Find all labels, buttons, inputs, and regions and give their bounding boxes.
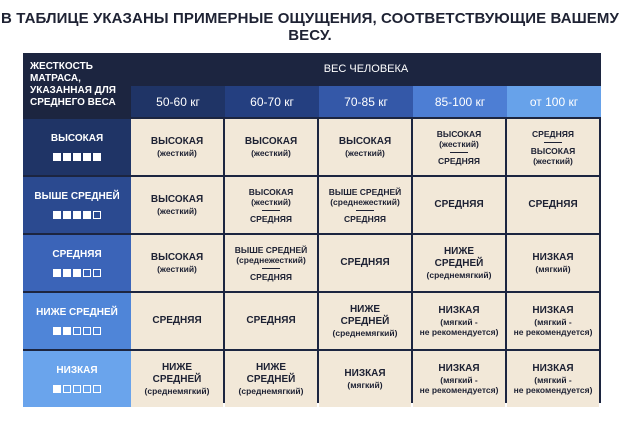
feel-cell xyxy=(131,351,223,407)
firmness-row-label: ВЫШЕ СРЕДНЕЙ xyxy=(34,191,120,202)
weight-column-header: 70-85 кг xyxy=(319,86,413,117)
divider-line xyxy=(356,210,374,211)
feel-cell xyxy=(131,177,223,233)
feel-cell xyxy=(507,235,599,291)
feel-level-text: СРЕДНЯЯ xyxy=(340,257,390,268)
feel-cell xyxy=(225,177,317,233)
feel-descriptor-text: (жесткий) xyxy=(157,264,197,274)
divider-line xyxy=(262,268,280,269)
feel-level-text: СРЕДНЕЙ xyxy=(434,258,484,269)
feel-level-text: НИЗКАЯ xyxy=(438,363,480,374)
feel-text-top: СРЕДНЯЯ xyxy=(532,128,574,139)
feel-descriptor-text: не рекомендуется) xyxy=(419,327,499,337)
feel-descriptor-text: (среднемягкий) xyxy=(426,270,492,280)
firmness-level-indicator xyxy=(53,269,101,277)
empty-square-icon xyxy=(93,327,101,335)
firmness-table xyxy=(23,53,601,403)
firmness-level-indicator xyxy=(53,211,101,219)
feel-level-text: СРЕДНЕЙ xyxy=(152,374,202,385)
feel-level-text: НИЗКАЯ xyxy=(532,252,574,263)
feel-level-text: ВЫСОКАЯ xyxy=(338,136,392,147)
filled-square-icon xyxy=(93,153,101,161)
feel-text-top: (жесткий) xyxy=(251,196,291,207)
feel-level-text: СРЕДНЯЯ xyxy=(528,199,578,210)
firmness-row-label: ВЫСОКАЯ xyxy=(50,133,104,144)
feel-level-text: ВЫСОКАЯ xyxy=(150,136,204,147)
feel-level-text: СРЕДНЯЯ xyxy=(434,199,484,210)
feel-cell xyxy=(131,119,223,175)
feel-descriptor-text: (мягкий - xyxy=(534,317,572,327)
divider-line xyxy=(262,210,280,211)
feel-cell xyxy=(413,177,505,233)
feel-cell xyxy=(507,177,599,233)
weight-column-header: 60-70 кг xyxy=(225,86,319,117)
feel-level-text: ВЫСОКАЯ xyxy=(244,136,298,147)
firmness-row-label: НИЗКАЯ xyxy=(56,365,98,376)
feel-cell xyxy=(413,119,505,175)
feel-cell xyxy=(507,351,599,407)
feel-cell xyxy=(131,235,223,291)
feel-cell xyxy=(225,293,317,349)
feel-level-text: НИЗКАЯ xyxy=(344,368,386,379)
filled-square-icon xyxy=(83,211,91,219)
firmness-row-header xyxy=(23,351,131,407)
firmness-level-indicator xyxy=(53,153,101,161)
divider-line xyxy=(450,152,468,153)
corner-label-line: ЖЕСТКОСТЬ xyxy=(30,61,93,72)
feel-text-top: (среднежесткий) xyxy=(330,196,400,207)
feel-text-top: (среднежесткий) xyxy=(236,254,306,265)
feel-descriptor-text: (жесткий) xyxy=(345,148,385,158)
weight-column-header: 50-60 кг xyxy=(131,86,225,117)
feel-level-text: НИЖЕ xyxy=(443,246,475,257)
feel-descriptor-text: (мягкий) xyxy=(347,380,383,390)
feel-cell xyxy=(131,293,223,349)
feel-level-text: СРЕДНЕЙ xyxy=(340,316,390,327)
feel-cell xyxy=(319,177,411,233)
corner-label-line: СРЕДНЕГО ВЕСА xyxy=(30,97,116,108)
feel-level-text: СРЕДНЯЯ xyxy=(246,315,296,326)
filled-square-icon xyxy=(63,211,71,219)
feel-level-text: ВЫСОКАЯ xyxy=(150,252,204,263)
feel-text-bottom: СРЕДНЯЯ xyxy=(250,213,292,224)
firmness-row-header xyxy=(23,293,131,349)
feel-descriptor-text: (среднемягкий) xyxy=(332,328,398,338)
filled-square-icon xyxy=(63,269,71,277)
feel-cell xyxy=(507,119,599,175)
empty-square-icon xyxy=(93,385,101,393)
feel-cell xyxy=(319,351,411,407)
feel-descriptor-text: (жесткий) xyxy=(251,148,291,158)
feel-descriptor-text: не рекомендуется) xyxy=(419,385,499,395)
corner-label-line: МАТРАСА, xyxy=(30,73,81,84)
feel-text-top: (жесткий) xyxy=(439,138,479,149)
feel-descriptor-text: (мягкий - xyxy=(534,375,572,385)
feel-cell xyxy=(319,293,411,349)
filled-square-icon xyxy=(73,269,81,277)
firmness-row-label: СРЕДНЯЯ xyxy=(52,249,102,260)
firmness-level-indicator xyxy=(53,327,101,335)
feel-descriptor-text: (мягкий - xyxy=(440,375,478,385)
feel-text-bottom: ВЫСОКАЯ xyxy=(530,145,576,156)
filled-square-icon xyxy=(53,385,61,393)
feel-text-top: ВЫСОКАЯ xyxy=(248,186,294,197)
feel-level-text: СРЕДНЕЙ xyxy=(246,374,296,385)
feel-cell xyxy=(225,235,317,291)
empty-square-icon xyxy=(73,385,81,393)
feel-level-text: НИЖЕ xyxy=(255,362,287,373)
weight-column-header: 85-100 кг xyxy=(413,86,507,117)
feel-cell xyxy=(225,351,317,407)
filled-square-icon xyxy=(73,211,81,219)
feel-descriptor-text: (среднемягкий) xyxy=(238,386,304,396)
weight-caption: ВЕС ЧЕЛОВЕКА xyxy=(131,53,601,86)
feel-level-text: НИЖЕ xyxy=(161,362,193,373)
feel-level-text: СРЕДНЯЯ xyxy=(152,315,202,326)
feel-level-text: НИЖЕ xyxy=(349,304,381,315)
empty-square-icon xyxy=(93,269,101,277)
feel-cell xyxy=(319,119,411,175)
corner-label xyxy=(23,53,131,117)
empty-square-icon xyxy=(63,385,71,393)
feel-level-text: НИЗКАЯ xyxy=(438,305,480,316)
firmness-row-header xyxy=(23,119,131,175)
feel-descriptor-text: (жесткий) xyxy=(157,206,197,216)
empty-square-icon xyxy=(83,385,91,393)
feel-level-text: ВЫСОКАЯ xyxy=(150,194,204,205)
weight-column-header: от 100 кг xyxy=(507,86,601,117)
feel-text-top: ВЫШЕ СРЕДНЕЙ xyxy=(328,186,402,197)
feel-text-bottom: СРЕДНЯЯ xyxy=(438,155,480,166)
page-title: В ТАБЛИЦЕ УКАЗАНЫ ПРИМЕРНЫЕ ОЩУЩЕНИЯ, СООТВЕТСТВУЮЩИЕ ВАШЕМУ ВЕСУ. xyxy=(1,10,619,44)
feel-cell xyxy=(413,351,505,407)
divider-line xyxy=(544,142,562,143)
feel-descriptor-text: не рекомендуется) xyxy=(513,327,593,337)
feel-level-text: НИЗКАЯ xyxy=(532,363,574,374)
filled-square-icon xyxy=(73,153,81,161)
empty-square-icon xyxy=(93,211,101,219)
feel-text-bottom: СРЕДНЯЯ xyxy=(250,271,292,282)
filled-square-icon xyxy=(63,153,71,161)
empty-square-icon xyxy=(83,327,91,335)
filled-square-icon xyxy=(83,153,91,161)
firmness-row-header xyxy=(23,235,131,291)
firmness-level-indicator xyxy=(53,385,101,393)
feel-text-top: ВЫСОКАЯ xyxy=(436,128,482,139)
feel-cell xyxy=(507,293,599,349)
firmness-row-header xyxy=(23,177,131,233)
feel-level-text: НИЗКАЯ xyxy=(532,305,574,316)
empty-square-icon xyxy=(73,327,81,335)
feel-text-bottom: СРЕДНЯЯ xyxy=(344,213,386,224)
filled-square-icon xyxy=(63,327,71,335)
feel-text-bottom: (жесткий) xyxy=(533,155,573,166)
feel-text-top: ВЫШЕ СРЕДНЕЙ xyxy=(234,244,308,255)
feel-cell xyxy=(413,235,505,291)
filled-square-icon xyxy=(53,211,61,219)
feel-cell xyxy=(413,293,505,349)
empty-square-icon xyxy=(83,269,91,277)
corner-label-line: УКАЗАННАЯ ДЛЯ xyxy=(30,85,116,96)
feel-cell xyxy=(319,235,411,291)
feel-descriptor-text: (мягкий) xyxy=(535,264,571,274)
filled-square-icon xyxy=(53,327,61,335)
feel-descriptor-text: (жесткий) xyxy=(157,148,197,158)
feel-descriptor-text: (среднемягкий) xyxy=(144,386,210,396)
filled-square-icon xyxy=(53,153,61,161)
feel-descriptor-text: (мягкий - xyxy=(440,317,478,327)
firmness-row-label: НИЖЕ СРЕДНЕЙ xyxy=(36,307,118,318)
feel-cell xyxy=(225,119,317,175)
feel-descriptor-text: не рекомендуется) xyxy=(513,385,593,395)
filled-square-icon xyxy=(53,269,61,277)
